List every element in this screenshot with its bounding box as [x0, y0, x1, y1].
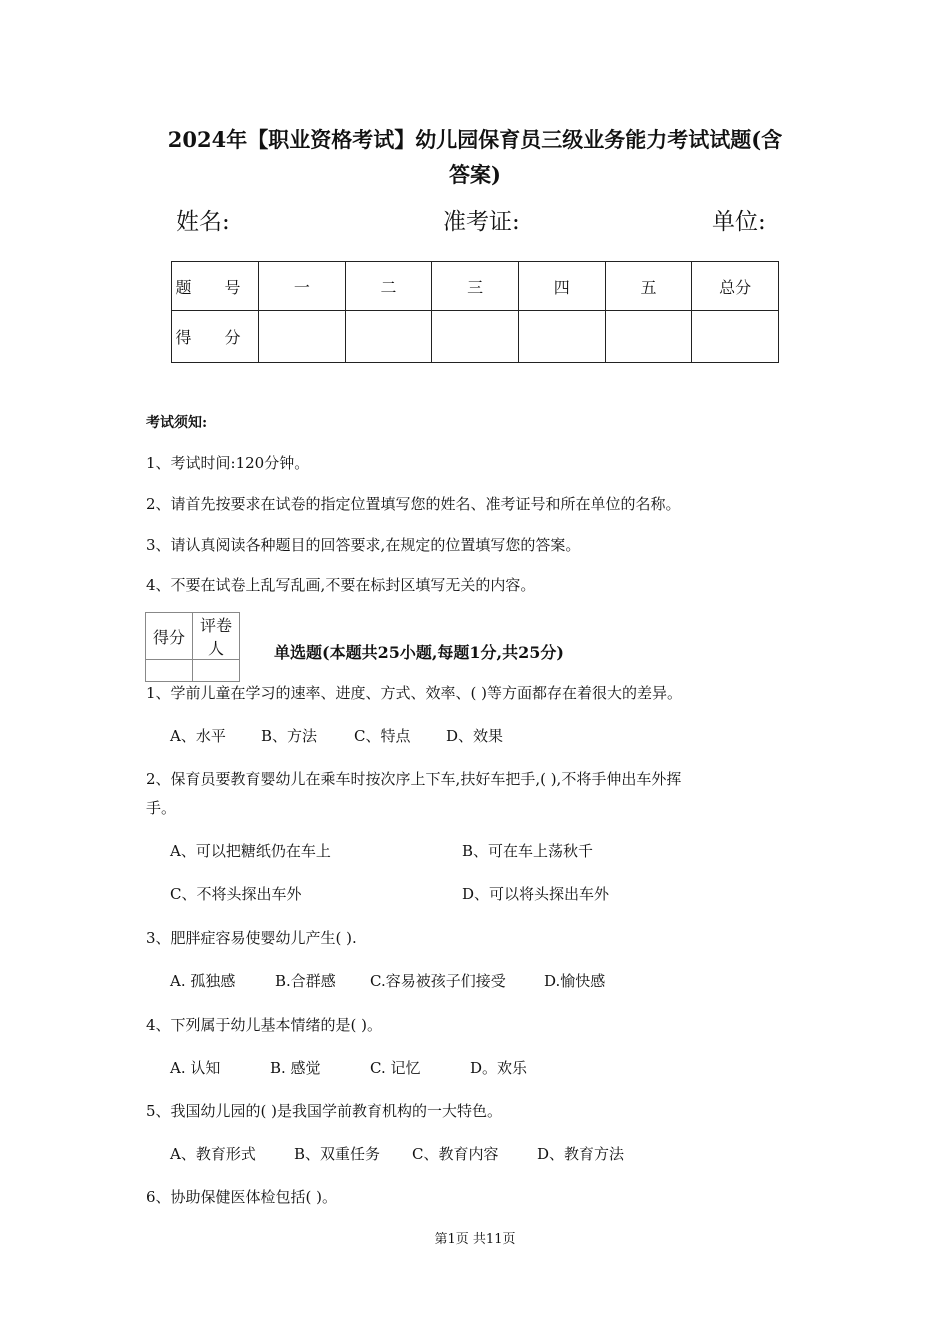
column-4: 四	[518, 262, 605, 311]
column-2: 二	[345, 262, 432, 311]
score-cell-5[interactable]	[605, 311, 692, 363]
question-2-line-2: 手。	[146, 799, 177, 817]
option-a[interactable]: A、教育形式	[170, 1145, 256, 1163]
question-1: 1、学前儿童在学习的速率、进度、方式、效率、( )等方面都存在着很大的差异。	[146, 684, 683, 702]
section-title: 单选题(本题共25小题,每题1分,共25分)	[274, 643, 564, 662]
question-5: 5、我国幼儿园的( )是我国学前教育机构的一大特色。	[146, 1102, 503, 1120]
grader-table	[145, 612, 240, 682]
question-6: 6、协助保健医体检包括( )。	[146, 1188, 338, 1206]
question-5-options	[170, 1143, 624, 1164]
grader-score-cell[interactable]	[146, 660, 193, 682]
grader-score-label: 得分	[146, 613, 193, 660]
option-c[interactable]: C. 记忆	[370, 1059, 421, 1077]
exam-id-field-label: 准考证:	[443, 209, 520, 235]
column-total: 总分	[692, 262, 779, 311]
option-a[interactable]: A. 孤独感	[170, 972, 236, 990]
column-3: 三	[432, 262, 519, 311]
grader-name-label: 评卷人	[193, 613, 240, 660]
page-footer: 第1页 共11页	[434, 1232, 516, 1247]
score-cell-1[interactable]	[259, 311, 346, 363]
unit-field-label: 单位:	[712, 209, 766, 235]
question-4: 4、下列属于幼儿基本情绪的是( )。	[146, 1016, 383, 1034]
option-d[interactable]: D、教育方法	[537, 1145, 625, 1163]
column-1: 一	[259, 262, 346, 311]
option-c[interactable]: C、特点	[354, 727, 411, 745]
option-d[interactable]: D。欢乐	[470, 1059, 528, 1077]
score-cell-4[interactable]	[518, 311, 605, 363]
score-cell-3[interactable]	[432, 311, 519, 363]
name-field-label: 姓名:	[176, 209, 230, 235]
question-2-options-row-1	[170, 840, 593, 861]
score-cell-total[interactable]	[692, 311, 779, 363]
note-item-2: 2、请首先按要求在试卷的指定位置填写您的姓名、准考证号和所在单位的名称。	[146, 495, 681, 513]
score-label: 得 分	[172, 311, 259, 363]
exam-title	[140, 122, 810, 192]
notes-title: 考试须知:	[146, 415, 208, 431]
option-d[interactable]: D、可以将头探出车外	[462, 885, 610, 903]
option-b[interactable]: B、双重任务	[294, 1145, 381, 1163]
question-number-label: 题 号	[172, 262, 259, 311]
score-table	[171, 261, 779, 363]
note-item-3: 3、请认真阅读各种题目的回答要求,在规定的位置填写您的答案。	[146, 536, 581, 554]
option-c[interactable]: C、不将头探出车外	[170, 885, 302, 903]
question-2-line-1: 2、保育员要教育婴幼儿在乘车时按次序上下车,扶好车把手,( ),不将手伸出车外挥	[146, 770, 682, 788]
option-b[interactable]: B. 感觉	[270, 1059, 321, 1077]
option-b[interactable]: B、方法	[261, 727, 318, 745]
option-a[interactable]: A. 认知	[170, 1059, 221, 1077]
score-cell-2[interactable]	[345, 311, 432, 363]
question-2-options-row-2	[170, 883, 609, 904]
question-3: 3、肥胖症容易使婴幼儿产生( ).	[146, 929, 357, 947]
option-b[interactable]: B.合群感	[275, 972, 336, 990]
title-line-2: 答案)	[449, 162, 501, 187]
option-b[interactable]: B、可在车上荡秋千	[462, 842, 594, 860]
score-table-header-row	[172, 262, 779, 311]
note-item-1: 1、考试时间:120分钟。	[146, 454, 310, 472]
option-a[interactable]: A、可以把糖纸仍在车上	[170, 842, 331, 860]
title-line-1: 2024年【职业资格考试】幼儿园保育员三级业务能力考试试题(含	[167, 127, 783, 152]
option-d[interactable]: D.愉快感	[544, 972, 606, 990]
question-3-options	[170, 970, 605, 991]
grader-name-cell[interactable]	[193, 660, 240, 682]
option-d[interactable]: D、效果	[446, 727, 504, 745]
option-c[interactable]: C.容易被孩子们接受	[370, 972, 506, 990]
note-item-4: 4、不要在试卷上乱写乱画,不要在标封区填写无关的内容。	[146, 576, 536, 594]
question-1-options	[170, 725, 503, 746]
option-c[interactable]: C、教育内容	[412, 1145, 499, 1163]
column-5: 五	[605, 262, 692, 311]
question-4-options	[170, 1057, 527, 1078]
option-a[interactable]: A、水平	[170, 727, 226, 745]
score-table-score-row	[172, 311, 779, 363]
